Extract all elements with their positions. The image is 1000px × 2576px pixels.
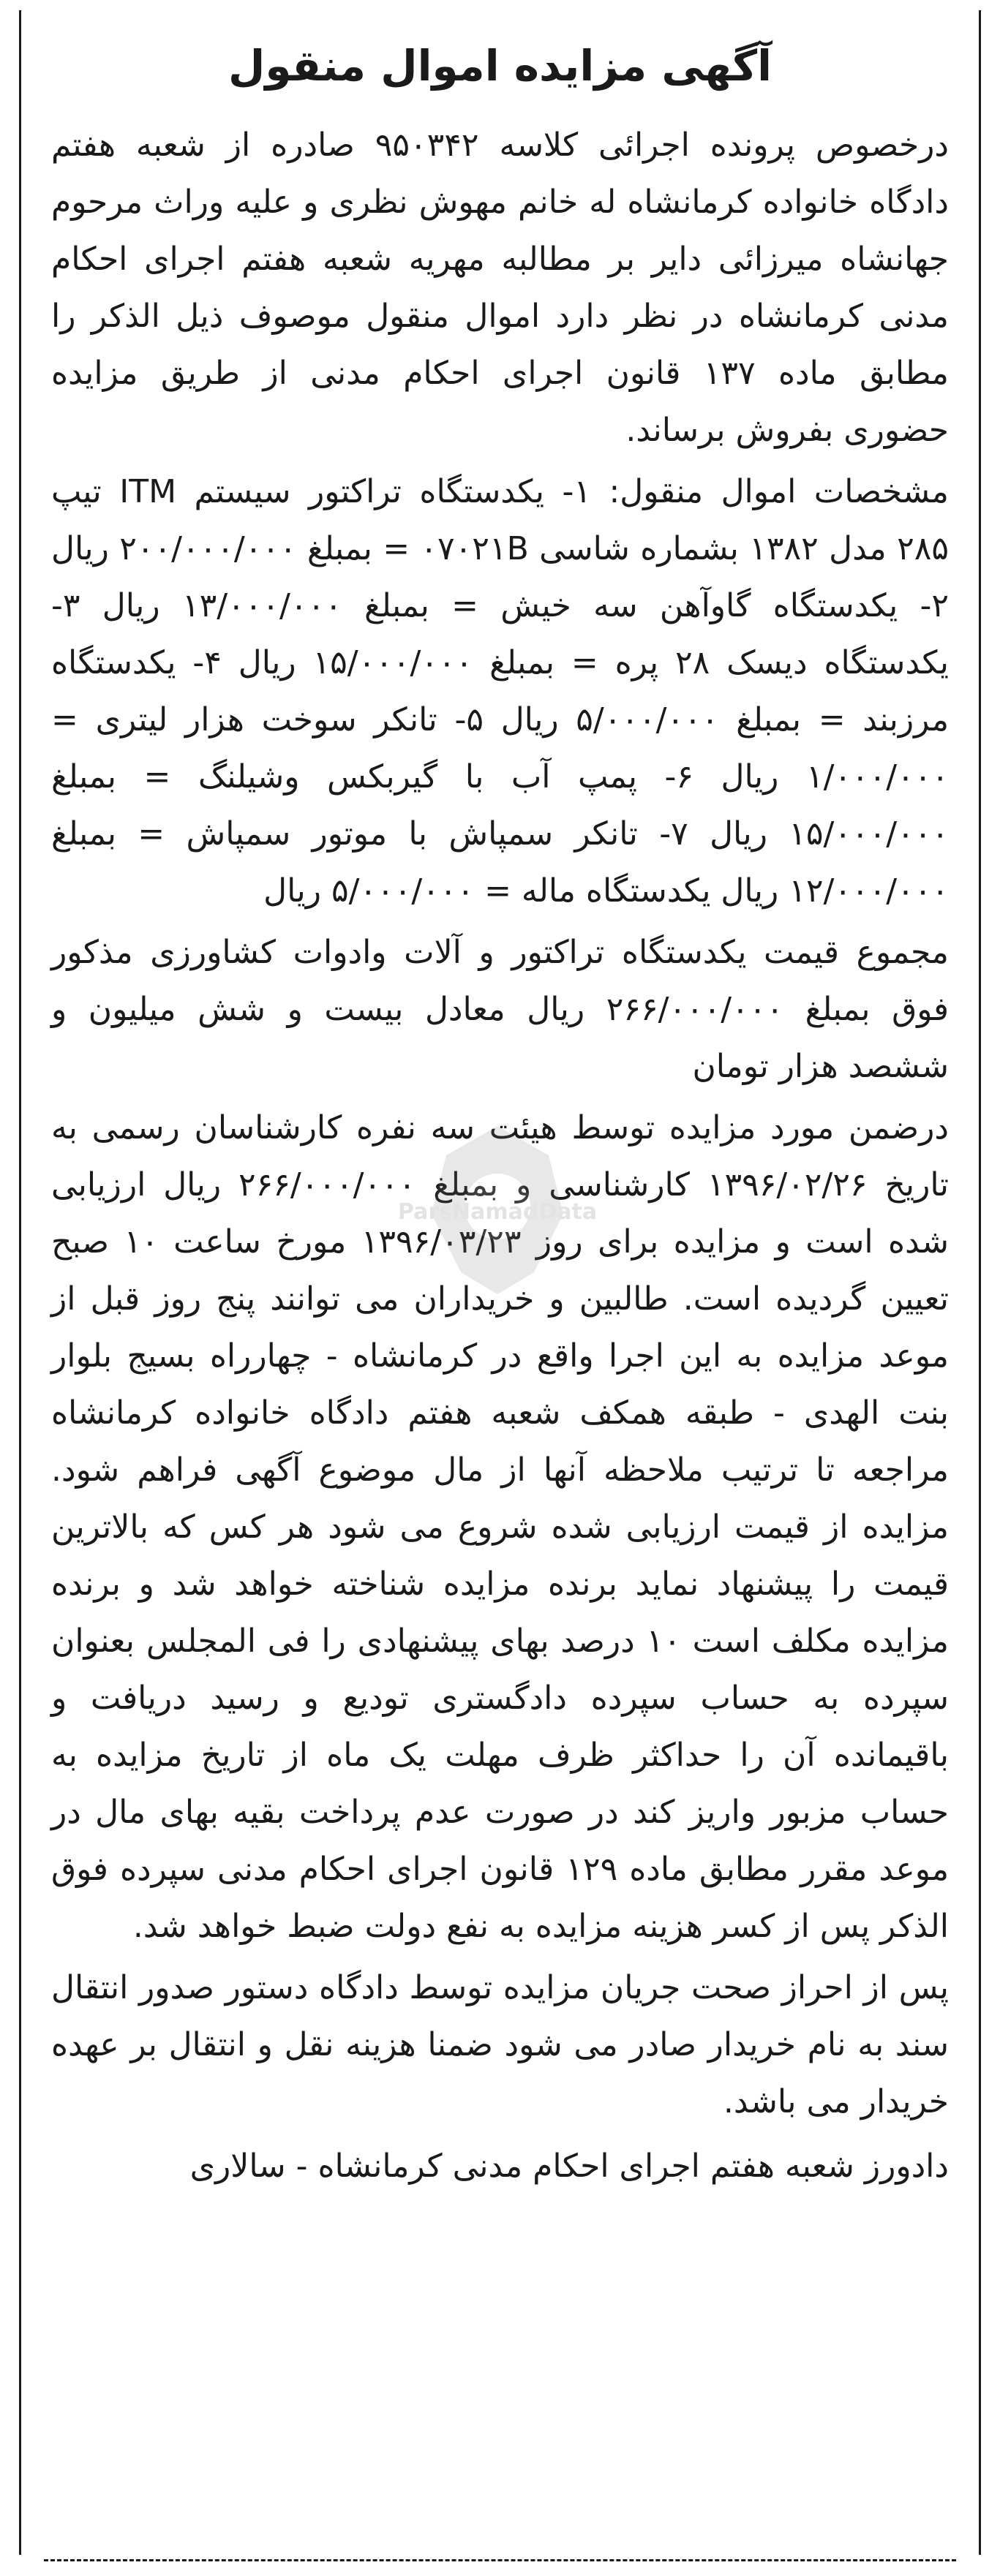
notice-paragraph-items: مشخصات اموال منقول: ۱- یکدستگاه تراکتور سیستم ITM تیپ ۲۸۵ مدل ۱۳۸۲ بشماره شاسی ۰۷۰۲۱B = بمبلغ ۲۰۰/۰۰۰/۰۰۰ ریال ۲- یکدستگاه گاوآهن سه خیش = بمبلغ ۱۳/۰۰۰/۰۰۰ ریال ۳- یکدستگاه دیسک ۲۸ پره = بمبلغ ۱۵/۰۰۰/۰۰۰ ریال ۴- یکدستگاه مرزبند = بمبلغ ۵/۰۰۰/۰۰۰ ریال ۵- تانکر سوخت هزار لیتری = ۱/۰۰۰/۰۰۰ ریال ۶- پمپ آب با گیربکس وشیلنگ = بمبلغ ۱۵/۰۰۰/۰۰۰ ریال ۷- تانکر سمپاش با موتور سمپاش = بمبلغ ۱۲/۰۰۰/۰۰۰ ریال یکدستگاه ماله = ۵/۰۰۰/۰۰۰ ریال <box>51 473 950 910</box>
notice-paragraph-intro: درخصوص پرونده اجرائی کلاسه ۹۵۰۳۴۲ صادره از شعبه هفتم دادگاه خانواده کرمانشاه له خانم مهوش نظری و علیه وراث مرحوم جهانشاه میرزائی دایر بر مطالبه مهریه شعبه هفتم اجرای احکام مدنی کرمانشاه در نظر دارد اموال منقول موصوف ذیل الذکر را مطابق ماده ۱۳۷ قانون اجرای احکام مدنی از طریق مزایده حضوری بفروش برساند. <box>51 126 949 449</box>
notice-paragraph-transfer: پس از احراز صحت جریان مزایده توسط دادگاه دستور صدور انتقال سند به نام خریدار صادر می شود ضمنا هزینه نقل و انتقال بر عهده خریدار می باشد. <box>51 1969 949 2120</box>
auction-notice <box>51 29 949 2227</box>
left-border <box>19 10 21 2555</box>
bottom-dashed-divider <box>44 2559 956 2561</box>
notice-paragraph-total: مجموع قیمت یکدستگاه تراکتور و آلات وادوات کشاورزی مذکور فوق بمبلغ ۲۶۶/۰۰۰/۰۰۰ ریال معادل بیست و شش میلیون و ششصد هزار تومان <box>51 934 949 1085</box>
notice-title: آگهی مزایده اموال منقول <box>228 41 772 91</box>
watermark-text: ParsNamadData <box>397 1199 598 1225</box>
notice-signature: دادورز شعبه هفتم اجرای احکام مدنی کرمانشاه - سالاری <box>189 2148 949 2185</box>
right-border <box>979 10 981 2555</box>
notice-paragraph-terms: درضمن مورد مزایده توسط هیئت سه نفره کارشناسان رسمی به تاریخ ۱۳۹۶/۰۲/۲۶ کارشناسی و بمبلغ ۲۶۶/۰۰۰/۰۰۰ ریال ارزیابی شده است و مزایده برای روز ۱۳۹۶/۰۳/۲۳ مورخ ساعت ۱۰ صبح تعیین گردیده است. طالبین و خریداران می توانند پنج روز قبل از موعد مزایده به این اجرا واقع در کرمانشاه - چهارراه بسیج بلوار بنت الهدی - طبقه همکف شعبه هفتم دادگاه خانواده کرمانشاه مراجعه تا ترتیب ملاحظه آنها از مال موضوع آگهی فراهم شود. مزایده از قیمت ارزیابی شده شروع می شود هر کس که بالاترین قیمت را پیشنهاد نماید برنده مزایده شناخته خواهد شد و برنده مزایده مکلف است ۱۰ درصد بهای پیشنهادی را فی المجلس بعنوان سپرده به حساب سپرده دادگستری تودیع و رسید دریافت و باقیمانده آن را حداکثر ظرف مهلت یک ماه از تاریخ مزایده به حساب مزبور واریز کند در صورت عدم پرداخت بقیه بهای مال در موعد مقرر مطابق ماده ۱۲۹ قانون اجرای احکام مدنی سپرده فوق الذکر پس از کسر هزینه مزایده به نفع دولت ضبط خواهد شد. <box>51 1109 950 1945</box>
